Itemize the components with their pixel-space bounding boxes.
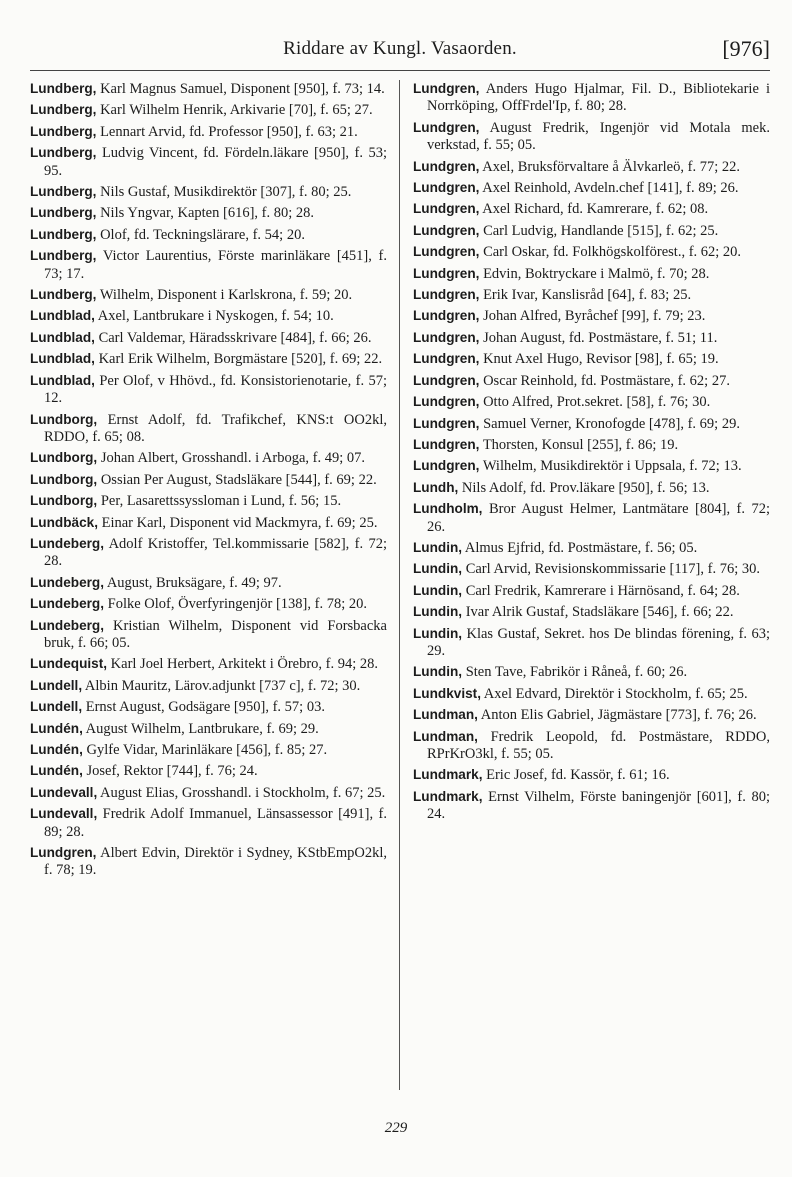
entry-details: Klas Gustaf, Sekret. hos De blindas förening, f. 63; 29. xyxy=(427,625,770,659)
entry-surname: Lundeberg, xyxy=(30,617,105,633)
page-reference: [976] xyxy=(722,36,770,61)
register-entry xyxy=(30,350,387,368)
register-entry xyxy=(30,307,387,325)
entry-details: Carl Ludvig, Handlande [515], f. 62; 25. xyxy=(479,222,719,239)
entry-details: August Elias, Grosshandl. i Stockholm, f. 67; 25. xyxy=(97,784,386,801)
entry-surname: Lundblad, xyxy=(30,351,95,367)
entry-surname: Lundberg, xyxy=(30,287,97,303)
register-entry xyxy=(30,677,387,695)
register-entry xyxy=(413,625,770,661)
entry-surname: Lundin, xyxy=(413,625,463,641)
entry-surname: Lundkvist, xyxy=(413,685,481,701)
entry-surname: Lundeberg, xyxy=(30,596,105,612)
entry-surname: Lundblad, xyxy=(30,308,95,324)
entry-details: Per Olof, v Hhövd., fd. Konsistorienotarie, f. 57; 12. xyxy=(44,372,387,407)
entry-surname: Lundgren, xyxy=(413,180,480,196)
entry-surname: Lundgren, xyxy=(413,222,480,238)
register-entry xyxy=(413,222,770,240)
register-entry xyxy=(30,844,387,880)
left-column xyxy=(30,80,387,883)
entry-surname: Lundblad, xyxy=(30,372,95,388)
register-entry xyxy=(30,449,387,467)
entry-details: Wilhelm, Disponent i Karlskrona, f. 59; 20. xyxy=(96,287,353,304)
entry-details: Karl Magnus Samuel, Disponent [950], f. 73; 14. xyxy=(96,81,385,97)
register-entry xyxy=(413,560,770,578)
entry-details: Per, Lasarettssyssloman i Lund, f. 56; 15. xyxy=(97,493,342,510)
entry-details: Edvin, Boktryckare i Malmö, f. 70; 28. xyxy=(479,265,710,282)
register-entry xyxy=(413,479,770,497)
entry-surname: Lundevall, xyxy=(30,784,98,800)
entry-details: Adolf Kristoffer, Tel.kommissarie [582], f. 72; 28. xyxy=(44,535,387,570)
register-entry xyxy=(413,539,770,557)
entry-surname: Lundgren, xyxy=(413,158,480,174)
column-divider xyxy=(399,80,400,1090)
register-entry xyxy=(30,784,387,802)
register-entry xyxy=(413,307,770,325)
register-entry xyxy=(30,247,387,283)
register-entry xyxy=(413,265,770,283)
entry-surname: Lundén, xyxy=(30,763,83,779)
entry-details: Victor Laurentius, Förste marinläkare [451], f. 73; 17. xyxy=(44,248,387,282)
register-entry xyxy=(413,706,770,724)
entry-details: Albert Edvin, Direktör i Sydney, KStbEmpO2kl, f. 78; 19. xyxy=(44,845,387,879)
entry-details: Kristian Wilhelm, Disponent vid Forsbacka bruk, f. 66; 05. xyxy=(44,617,387,651)
register-entry xyxy=(30,329,387,347)
register-entry xyxy=(413,728,770,764)
entry-details: Ivar Alrik Gustaf, Stadsläkare [546], f. 66; 22. xyxy=(462,604,734,621)
entry-details: Eric Josef, fd. Kassör, f. 61; 16. xyxy=(482,767,670,784)
entry-details: Ernst Adolf, fd. Trafikchef, KNS:t OO2kl, RDDO, f. 65; 08. xyxy=(44,411,387,445)
register-entry xyxy=(30,204,387,222)
entry-details: Carl Oskar, fd. Folkhögskolförest., f. 62; 20. xyxy=(479,244,742,261)
register-entry xyxy=(413,80,770,116)
register-entry xyxy=(30,698,387,716)
entry-surname: Lundin, xyxy=(413,664,463,680)
entry-details: Almus Ejfrid, fd. Postmästare, f. 56; 05. xyxy=(462,539,698,556)
entry-surname: Lundgren, xyxy=(413,308,480,324)
entry-details: Josef, Rektor [744], f. 76; 24. xyxy=(82,763,258,780)
entry-details: Lennart Arvid, fd. Professor [950], f. 63; 21. xyxy=(96,123,358,140)
register-entry xyxy=(30,286,387,304)
register-entry xyxy=(413,766,770,784)
register-entry xyxy=(30,471,387,489)
entry-details: August Wilhelm, Lantbrukare, f. 69; 29. xyxy=(82,720,319,737)
register-entry xyxy=(30,595,387,613)
entry-details: Axel Edvard, Direktör i Stockholm, f. 65; 25. xyxy=(480,685,748,702)
register-entry xyxy=(413,350,770,368)
entry-details: Thorsten, Konsul [255], f. 86; 19. xyxy=(479,436,679,453)
register-entry xyxy=(30,80,387,98)
entry-details: Axel, Lantbrukare i Nyskogen, f. 54; 10. xyxy=(94,308,334,325)
entry-surname: Lundberg, xyxy=(30,248,97,264)
entry-details: Albin Mauritz, Lärov.adjunkt [737 c], f. 72; 30. xyxy=(82,677,361,694)
entry-details: August Fredrik, Ingenjör vid Motala mek. verkstad, f. 55; 05. xyxy=(427,119,770,154)
entry-details: August, Bruksägare, f. 49; 97. xyxy=(104,574,282,591)
register-entry xyxy=(30,805,387,841)
register-entry xyxy=(30,492,387,510)
entry-surname: Lundgren, xyxy=(413,119,480,135)
entry-details: Karl Joel Herbert, Arkitekt i Örebro, f. 94; 28. xyxy=(107,656,379,673)
entry-details: Fredrik Adolf Immanuel, Länsassessor [491], f. 89; 28. xyxy=(44,806,387,840)
entry-surname: Lundberg, xyxy=(30,102,97,118)
entry-details: Sten Tave, Fabrikör i Råneå, f. 60; 26. xyxy=(462,664,688,681)
entry-details: Bror August Helmer, Lantmätare [804], f. 72; 26. xyxy=(427,501,770,535)
entry-surname: Lundgren, xyxy=(413,81,480,96)
page-number: 229 xyxy=(384,1120,408,1136)
entry-surname: Lundell, xyxy=(30,677,83,693)
entry-surname: Lundin, xyxy=(413,604,463,620)
entry-surname: Lundberg, xyxy=(30,145,97,161)
entry-details: Carl Arvid, Revisionskommissarie [117], f. 76; 30. xyxy=(462,561,760,578)
entry-surname: Lundborg, xyxy=(30,493,98,509)
entry-surname: Lundgren, xyxy=(413,372,480,388)
entry-surname: Lundberg, xyxy=(30,205,97,221)
entry-details: Anders Hugo Hjalmar, Fil. D., Bibliotekarie i Norrköping, OffFrdel'Ip, f. 80; 28. xyxy=(427,81,770,115)
entry-details: Folke Olof, Överfyringenjör [138], f. 78; 20. xyxy=(104,596,367,613)
register-entry xyxy=(30,372,387,408)
entry-details: Axel Richard, fd. Kamrerare, f. 62; 08. xyxy=(479,201,709,218)
entry-surname: Lundberg, xyxy=(30,184,97,200)
entry-details: Karl Erik Wilhelm, Borgmästare [520], f. 69; 22. xyxy=(94,351,383,368)
entry-surname: Lundholm, xyxy=(413,501,483,517)
register-entry xyxy=(413,286,770,304)
entry-surname: Lundh, xyxy=(413,479,459,495)
entry-details: Olof, fd. Teckningslärare, f. 54; 20. xyxy=(96,226,305,243)
register-entry xyxy=(413,200,770,218)
entry-details: Ernst Vilhelm, Förste baningenjör [601], f. 80; 24. xyxy=(427,788,770,823)
entry-details: Ernst August, Godsägare [950], f. 57; 03. xyxy=(82,699,325,716)
entry-surname: Lundin, xyxy=(413,561,463,577)
register-entry xyxy=(413,158,770,176)
entry-surname: Lundborg, xyxy=(30,411,98,427)
entry-details: Carl Valdemar, Häradsskrivare [484], f. 66; 26. xyxy=(94,329,372,346)
entry-surname: Lundgren, xyxy=(413,329,480,345)
entry-details: Ludvig Vincent, fd. Fördeln.läkare [950], f. 53; 95. xyxy=(44,145,387,179)
running-title: Riddare av Kungl. Vasaorden. xyxy=(283,38,517,59)
entry-surname: Lundman, xyxy=(413,707,478,723)
entry-surname: Lundgren, xyxy=(413,458,480,474)
entry-surname: Lundequist, xyxy=(30,656,108,672)
entry-details: Karl Wilhelm Henrik, Arkivarie [70], f. 65; 27. xyxy=(96,102,373,119)
entry-surname: Lundmark, xyxy=(413,788,483,804)
entry-surname: Lundberg, xyxy=(30,81,97,96)
entry-details: Nils Gustaf, Musikdirektör [307], f. 80; 25. xyxy=(96,184,352,201)
entry-details: Knut Axel Hugo, Revisor [98], f. 65; 19. xyxy=(479,351,719,368)
register-entry xyxy=(413,329,770,347)
entry-surname: Lundgren, xyxy=(413,287,480,303)
register-entry xyxy=(30,574,387,592)
register-entry xyxy=(413,243,770,261)
entry-surname: Lundgren, xyxy=(413,351,480,367)
entry-details: Anton Elis Gabriel, Jägmästare [773], f. 76; 26. xyxy=(477,707,757,724)
entry-details: Axel, Bruksförvaltare å Älvkarleö, f. 77; 22. xyxy=(479,158,740,175)
entry-surname: Lundeberg, xyxy=(30,535,105,551)
entry-details: Einar Karl, Disponent vid Mackmyra, f. 69; 25. xyxy=(97,514,378,531)
entry-surname: Lundevall, xyxy=(30,806,98,822)
register-entry xyxy=(30,720,387,738)
entry-details: Johan Albert, Grosshandl. i Arboga, f. 49; 07. xyxy=(97,450,366,467)
register-entry xyxy=(413,582,770,600)
entry-surname: Lundgren, xyxy=(30,845,97,861)
register-entry xyxy=(413,788,770,824)
entry-surname: Lundbäck, xyxy=(30,514,98,530)
entry-surname: Lundin, xyxy=(413,539,463,555)
entry-details: Otto Alfred, Prot.sekret. [58], f. 76; 30. xyxy=(479,394,711,411)
entry-details: Samuel Verner, Kronofogde [478], f. 69; 29. xyxy=(479,415,740,432)
register-entry xyxy=(30,514,387,532)
entry-details: Oscar Reinhold, fd. Postmästare, f. 62; 27. xyxy=(479,372,730,389)
register-entry xyxy=(413,457,770,475)
entry-surname: Lundin, xyxy=(413,582,463,598)
entry-surname: Lundgren, xyxy=(413,265,480,281)
register-entry xyxy=(413,415,770,433)
entry-details: Ossian Per August, Stadsläkare [544], f. 69; 22. xyxy=(97,471,377,488)
entry-details: Axel Reinhold, Avdeln.chef [141], f. 89; 26. xyxy=(479,180,739,197)
entry-surname: Lundén, xyxy=(30,720,83,736)
entry-details: Erik Ivar, Kanslisråd [64], f. 83; 25. xyxy=(479,287,692,304)
entry-details: Johan August, fd. Postmästare, f. 51; 11. xyxy=(479,329,718,346)
entry-surname: Lundgren, xyxy=(413,201,480,217)
entry-details: Gylfe Vidar, Marinläkare [456], f. 85; 27. xyxy=(82,742,328,758)
page-header xyxy=(30,36,770,71)
entry-surname: Lundgren, xyxy=(413,244,480,260)
register-entry xyxy=(413,663,770,681)
entry-surname: Lundborg, xyxy=(30,471,98,487)
register-columns xyxy=(30,80,770,1095)
entry-surname: Lundgren, xyxy=(413,436,480,452)
entry-details: Nils Yngvar, Kapten [616], f. 80; 28. xyxy=(96,205,315,222)
register-entry xyxy=(30,762,387,780)
register-entry xyxy=(413,685,770,703)
register-entry xyxy=(30,655,387,673)
register-entry xyxy=(413,393,770,411)
entry-surname: Lundeberg, xyxy=(30,574,105,590)
register-entry xyxy=(30,101,387,119)
entry-surname: Lundborg, xyxy=(30,450,98,466)
entry-surname: Lundberg, xyxy=(30,226,97,242)
entry-surname: Lundgren, xyxy=(413,415,480,431)
entry-surname: Lundmark, xyxy=(413,767,483,783)
entry-details: Carl Fredrik, Kamrerare i Härnösand, f. 64; 28. xyxy=(462,582,740,599)
entry-surname: Lundén, xyxy=(30,742,83,757)
register-entry xyxy=(30,617,387,653)
entry-surname: Lundgren, xyxy=(413,394,480,410)
entry-surname: Lundman, xyxy=(413,728,478,744)
register-entry xyxy=(30,123,387,141)
register-entry xyxy=(30,535,387,571)
register-entry xyxy=(30,226,387,244)
right-column xyxy=(413,80,770,827)
entry-details: Johan Alfred, Byråchef [99], f. 79; 23. xyxy=(479,308,706,325)
register-entry xyxy=(413,119,770,155)
register-entry xyxy=(30,411,387,447)
register-entry xyxy=(413,372,770,390)
register-entry xyxy=(30,741,387,759)
entry-surname: Lundblad, xyxy=(30,329,95,345)
entry-details: Nils Adolf, fd. Prov.läkare [950], f. 56; 13. xyxy=(458,479,710,496)
register-entry xyxy=(30,144,387,180)
register-entry xyxy=(413,500,770,536)
register-entry xyxy=(413,179,770,197)
entry-details: Wilhelm, Musikdirektör i Uppsala, f. 72; 13. xyxy=(479,458,742,475)
entry-details: Fredrik Leopold, fd. Postmästare, RDDO, RPrKrO3kl, f. 55; 05. xyxy=(427,728,770,762)
register-entry xyxy=(30,183,387,201)
register-entry xyxy=(413,603,770,621)
entry-surname: Lundberg, xyxy=(30,123,97,139)
entry-surname: Lundell, xyxy=(30,699,83,715)
register-entry xyxy=(413,436,770,454)
